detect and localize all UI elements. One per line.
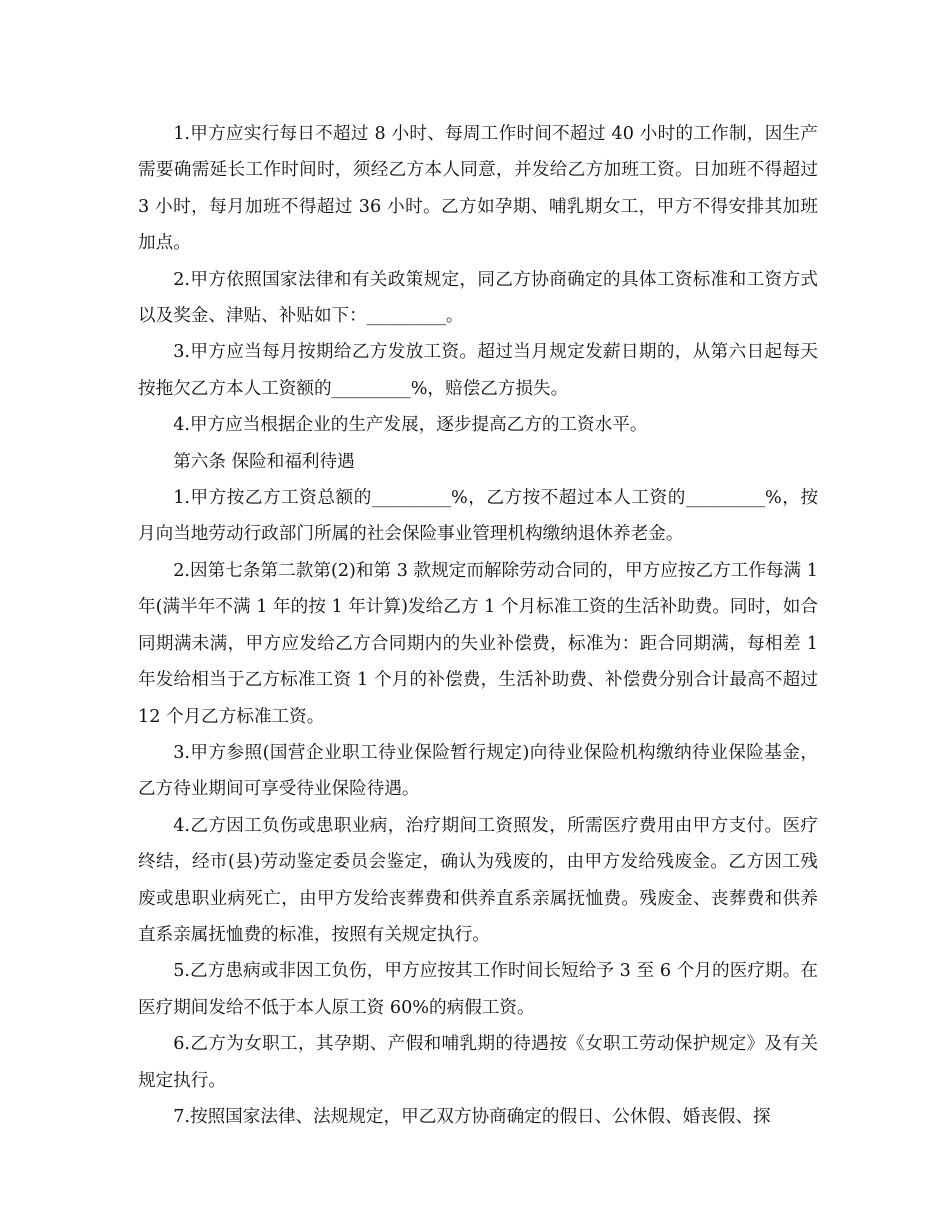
paragraph-insurance-5-sick-leave: 5.乙方患病或非因工负伤，甲方应按其工作时间长短给予 3 至 6 个月的医疗期。在医疗期间发给不低于本人原工资 60%的病假工资。: [138, 961, 818, 1018]
paragraph-clause-3-wage-payment: 3.甲方应当每月按期给乙方发放工资。超过当月规定发薪日期的，从第六日起每天按拖欠乙方本人工资额的_________%，赔偿乙方损失。: [138, 342, 818, 399]
paragraph-clause-1-working-hours: 1.甲方应实行每日不超过 8 小时、每周工作时间不超过 40 小时的工作制，因生产需要确需延长工作时间时，须经乙方本人同意，并发给乙方加班工资。日加班不得超过 3 小时，每月加班不得超过 36 小时。乙方如孕期、哺乳期女工，甲方不得安排其加班加点。: [138, 124, 818, 254]
paragraph-insurance-4-work-injury: 4.乙方因工负伤或患职业病，治疗期间工资照发，所需医疗费用由甲方支付。医疗终结，经市(县)劳动鉴定委员会鉴定，确认为残废的，由甲方发给残废金。乙方因工残废或患职业病死亡，由甲方发给丧葬费和供养直系亲属抚恤费。残废金、丧葬费和供养直系亲属抚恤费的标准，按照有关规定执行。: [138, 815, 818, 945]
document-page: [138, 116, 818, 1135]
paragraph-insurance-3-unemployment: 3.甲方参照(国营企业职工待业保险暂行规定)向待业保险机构缴纳待业保险基金，乙方待业期间可享受待业保险待遇。: [138, 742, 818, 800]
paragraph-insurance-1-pension: 1.甲方按乙方工资总额的_________%，乙方按不超过本人工资的_________%，按月向当地劳动行政部门所属的社会保险事业管理机构缴纳退休养老金。: [138, 488, 818, 545]
paragraph-clause-4-wage-increase: 4.甲方应当根据企业的生产发展，逐步提高乙方的工资水平。: [173, 415, 648, 436]
paragraph-insurance-2-subsidy: 2.因第七条第二款第(2)和第 3 款规定而解除劳动合同的，甲方应按乙方工作每满 1 年(满半年不满 1 年的按 1 年计算)发给乙方 1 个月标准工资的生活补助费。同时，如合同期满未满，甲方应发给乙方合同期内的失业补偿费，标准为：距合同期满，每相差 1 年发给相当于乙方标准工资 1 个月的补偿费，生活补助费、补偿费分别合计最高不超过 12 个月乙方标准工资。: [138, 560, 818, 727]
section-heading-article-6: 第六条 保险和福利待遇: [173, 451, 355, 472]
paragraph-insurance-7-holidays: 7.按照国家法律、法规规定，甲乙双方协商确定的假日、公休假、婚丧假、探: [173, 1106, 771, 1127]
paragraph-clause-2-wage-standard: 2.甲方依照国家法律和有关政策规定，同乙方协商确定的具体工资标准和工资方式以及奖金、津贴、补贴如下：_________。: [138, 269, 818, 327]
paragraph-insurance-6-female-workers: 6.乙方为女职工，其孕期、产假和哺乳期的待遇按《女职工劳动保护规定》及有关规定执行。: [138, 1034, 818, 1091]
